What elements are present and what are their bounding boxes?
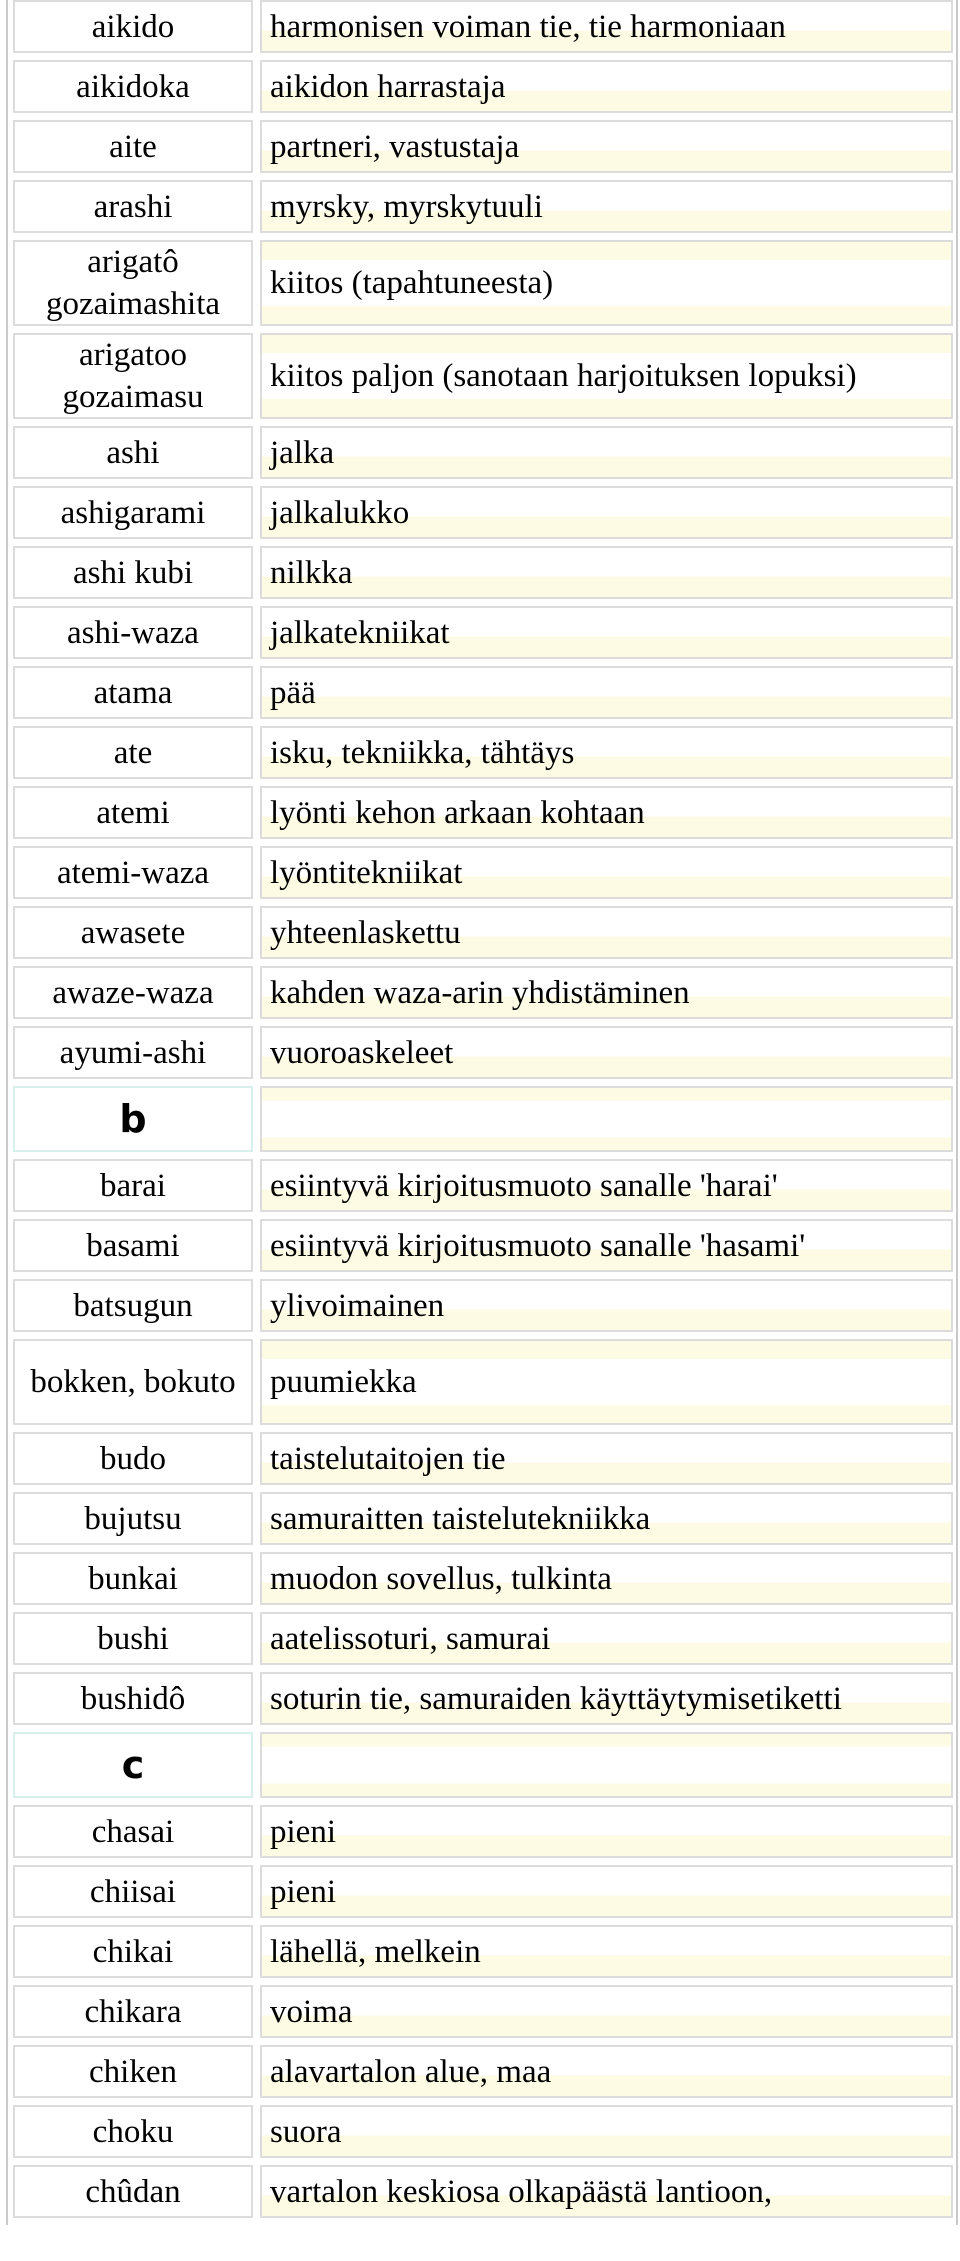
term-cell: ayumi-ashi — [13, 1026, 253, 1079]
section-header-row — [8, 1732, 956, 1798]
glossary-row — [8, 1865, 956, 1918]
term-cell: arashi — [13, 180, 253, 233]
glossary-row — [8, 546, 956, 599]
definition-cell: pieni — [260, 1805, 953, 1858]
definition-cell: jalka — [260, 426, 953, 479]
glossary-row — [8, 1552, 956, 1605]
glossary-row — [8, 240, 956, 326]
term-cell: choku — [13, 2105, 253, 2158]
glossary-row — [8, 786, 956, 839]
term-cell: chiken — [13, 2045, 253, 2098]
term-cell: bujutsu — [13, 1492, 253, 1545]
glossary-row — [8, 486, 956, 539]
definition-cell: kiitos paljon (sanotaan harjoituksen lopuksi) — [260, 333, 953, 419]
term-cell: ate — [13, 726, 253, 779]
term-cell: aite — [13, 120, 253, 173]
glossary-row — [8, 846, 956, 899]
term-cell: awaze-waza — [13, 966, 253, 1019]
definition-cell: lyöntitekniikat — [260, 846, 953, 899]
term-cell: bushidô — [13, 1672, 253, 1725]
term-cell: chikai — [13, 1925, 253, 1978]
term-cell: budo — [13, 1432, 253, 1485]
definition-cell: partneri, vastustaja — [260, 120, 953, 173]
definition-cell: harmonisen voiman tie, tie harmoniaan — [260, 0, 953, 53]
definition-cell: pieni — [260, 1865, 953, 1918]
term-cell: bokken, bokuto — [13, 1339, 253, 1425]
glossary-row — [8, 0, 956, 53]
glossary-row — [8, 606, 956, 659]
term-cell: atemi-waza — [13, 846, 253, 899]
term-cell: atemi — [13, 786, 253, 839]
term-cell: arigatô gozaimashita — [13, 240, 253, 326]
term-cell: awasete — [13, 906, 253, 959]
definition-cell: suora — [260, 2105, 953, 2158]
term-cell: batsugun — [13, 1279, 253, 1332]
glossary-row — [8, 120, 956, 173]
glossary-row — [8, 1219, 956, 1272]
glossary-row — [8, 60, 956, 113]
glossary-row — [8, 906, 956, 959]
glossary-row — [8, 180, 956, 233]
glossary-row — [8, 966, 956, 1019]
definition-cell: aikidon harrastaja — [260, 60, 953, 113]
glossary-row — [8, 1492, 956, 1545]
section-blank-cell — [260, 1086, 953, 1152]
definition-cell: taistelutaitojen tie — [260, 1432, 953, 1485]
definition-cell: soturin tie, samuraiden käyttäytymisetiketti — [260, 1672, 953, 1725]
glossary-row — [8, 1672, 956, 1725]
section-blank-cell — [260, 1732, 953, 1798]
glossary-row — [8, 1612, 956, 1665]
term-cell: basami — [13, 1219, 253, 1272]
definition-cell: aatelissoturi, samurai — [260, 1612, 953, 1665]
definition-cell: pää — [260, 666, 953, 719]
glossary-row — [8, 1925, 956, 1978]
term-cell: aikidoka — [13, 60, 253, 113]
definition-cell: myrsky, myrskytuuli — [260, 180, 953, 233]
definition-cell: nilkka — [260, 546, 953, 599]
definition-cell: isku, tekniikka, tähtäys — [260, 726, 953, 779]
glossary-row — [8, 1432, 956, 1485]
definition-cell: jalkatekniikat — [260, 606, 953, 659]
definition-cell: muodon sovellus, tulkinta — [260, 1552, 953, 1605]
glossary-row — [8, 1159, 956, 1212]
term-cell: arigatoo gozaimasu — [13, 333, 253, 419]
definition-cell: lähellä, melkein — [260, 1925, 953, 1978]
term-cell: bushi — [13, 1612, 253, 1665]
definition-cell: esiintyvä kirjoitusmuoto sanalle 'harai' — [260, 1159, 953, 1212]
definition-cell: samuraitten taistelutekniikka — [260, 1492, 953, 1545]
term-cell: bunkai — [13, 1552, 253, 1605]
glossary-row — [8, 2105, 956, 2158]
definition-cell: vuoroaskeleet — [260, 1026, 953, 1079]
term-cell: chasai — [13, 1805, 253, 1858]
term-cell: aikido — [13, 0, 253, 53]
term-cell: atama — [13, 666, 253, 719]
glossary-row — [8, 333, 956, 419]
glossary-table — [6, 0, 958, 2225]
definition-cell: lyönti kehon arkaan kohtaan — [260, 786, 953, 839]
glossary-row — [8, 426, 956, 479]
glossary-row — [8, 2045, 956, 2098]
term-cell: ashigarami — [13, 486, 253, 539]
glossary-row — [8, 1985, 956, 2038]
section-letter: c — [13, 1732, 253, 1798]
definition-cell: alavartalon alue, maa — [260, 2045, 953, 2098]
term-cell: ashi — [13, 426, 253, 479]
glossary-row — [8, 1339, 956, 1425]
term-cell: barai — [13, 1159, 253, 1212]
term-cell: chiisai — [13, 1865, 253, 1918]
definition-cell: esiintyvä kirjoitusmuoto sanalle 'hasami' — [260, 1219, 953, 1272]
glossary-row — [8, 1805, 956, 1858]
term-cell: chûdan — [13, 2165, 253, 2218]
definition-cell: yhteenlaskettu — [260, 906, 953, 959]
definition-cell: puumiekka — [260, 1339, 953, 1425]
section-header-row — [8, 1086, 956, 1152]
glossary-row — [8, 726, 956, 779]
section-letter: b — [13, 1086, 253, 1152]
term-cell: ashi kubi — [13, 546, 253, 599]
term-cell: chikara — [13, 1985, 253, 2038]
glossary-row — [8, 1279, 956, 1332]
definition-cell: ylivoimainen — [260, 1279, 953, 1332]
definition-cell: vartalon keskiosa olkapäästä lantioon, — [260, 2165, 953, 2218]
glossary-row — [8, 1026, 956, 1079]
definition-cell: kahden waza-arin yhdistäminen — [260, 966, 953, 1019]
definition-cell: jalkalukko — [260, 486, 953, 539]
definition-cell: kiitos (tapahtuneesta) — [260, 240, 953, 326]
glossary-row — [8, 2165, 956, 2218]
term-cell: ashi-waza — [13, 606, 253, 659]
glossary-row — [8, 666, 956, 719]
definition-cell: voima — [260, 1985, 953, 2038]
